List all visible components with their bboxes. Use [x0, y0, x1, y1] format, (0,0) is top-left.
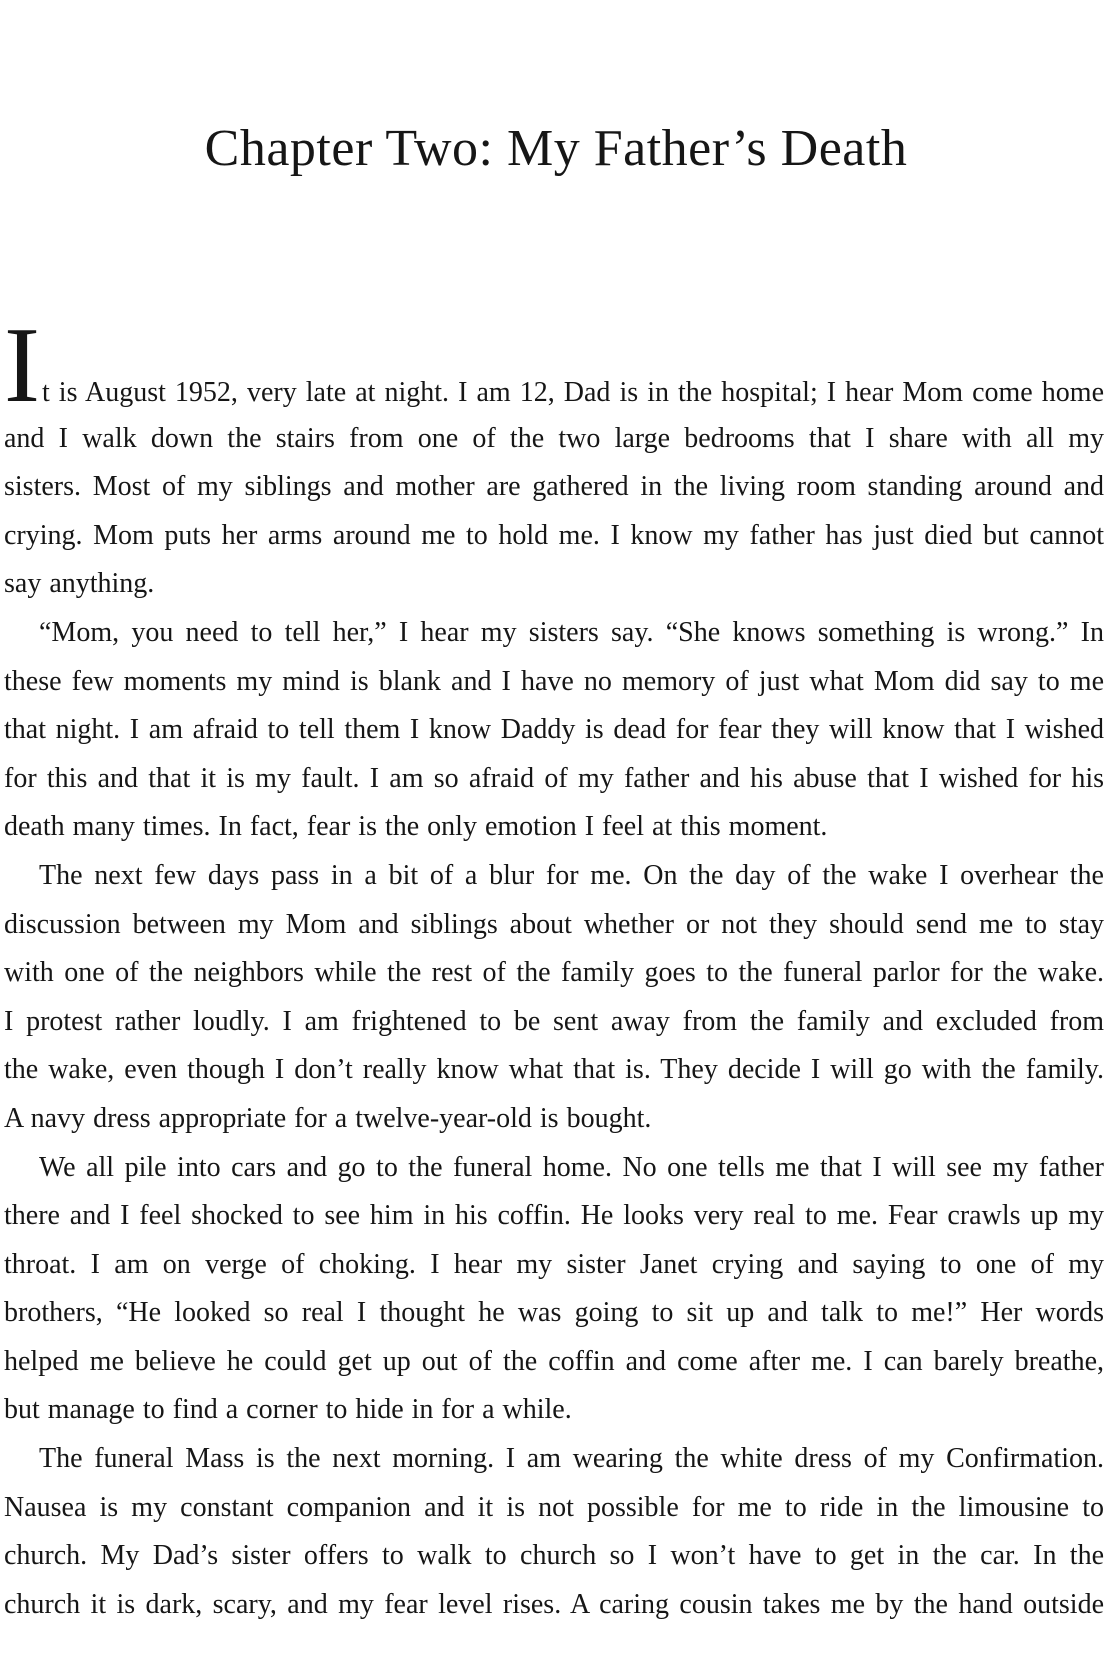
- body-line: “Mom, you need to tell her,” I hear my sisters say. “She knows something is wrong.” In: [39, 616, 1104, 648]
- body-line: We all pile into cars and go to the funeral home. No one tells me that I will see my father: [39, 1151, 1104, 1183]
- body-line: with one of the neighbors while the rest of the family goes to the funeral parlor for the wake.: [4, 957, 1104, 989]
- body-line: Nausea is my constant companion and it is not possible for me to ride in the limousine to: [4, 1491, 1104, 1523]
- body-line: helped me believe he could get up out of the coffin and come after me. I can barely breathe,: [4, 1345, 1104, 1377]
- paragraph: [4, 609, 1104, 852]
- body-text: [0, 306, 1112, 1629]
- body-line: that night. I am afraid to tell them I know Daddy is dead for fear they will know that I wished: [4, 714, 1104, 746]
- body-line: crying. Mom puts her arms around me to hold me. I know my father has just died but cannot: [4, 519, 1104, 551]
- body-line: sisters. Most of my siblings and mother are gathered in the living room standing around and: [4, 471, 1104, 503]
- body-line: church. My Dad’s sister offers to walk to church so I won’t have to get in the car. In the: [4, 1540, 1104, 1572]
- body-line: throat. I am on verge of choking. I hear my sister Janet crying and saying to one of my: [4, 1248, 1104, 1280]
- body-line: these few moments my mind is blank and I have no memory of just what Mom did say to me: [4, 665, 1104, 697]
- body-line: say anything.: [4, 568, 155, 600]
- body-line: for this and that it is my fault. I am so afraid of my father and his abuse that I wished for his: [4, 762, 1104, 794]
- drop-cap-initial: I: [4, 306, 42, 425]
- body-line: church it is dark, scary, and my fear level rises. A caring cousin takes me by the hand outside: [4, 1588, 1104, 1620]
- body-line: The next few days pass in a bit of a blur for me. On the day of the wake I overhear the: [39, 859, 1104, 891]
- paragraph: [4, 1435, 1104, 1629]
- body-line: discussion between my Mom and siblings about whether or not they should send me to stay: [4, 908, 1104, 940]
- body-line: death many times. In fact, fear is the only emotion I feel at this moment.: [4, 811, 828, 843]
- chapter-title: Chapter Two: My Father’s Death: [204, 120, 908, 177]
- body-line: The funeral Mass is the next morning. I am wearing the white dress of my Confirmation.: [39, 1443, 1104, 1475]
- paragraph: [4, 852, 1104, 1144]
- body-line: there and I feel shocked to see him in his coffin. He looks very real to me. Fear crawls up my: [4, 1200, 1104, 1232]
- body-line: It is August 1952, very late at night. I am 12, Dad is in the hospital; I hear Mom come home: [4, 306, 1104, 425]
- body-line: the wake, even though I don’t really know what that is. They decide I will go with the family.: [4, 1054, 1104, 1086]
- paragraph: [4, 306, 1104, 609]
- body-line: and I walk down the stairs from one of the two large bedrooms that I share with all my: [4, 422, 1104, 454]
- body-line: but manage to find a corner to hide in for a while.: [4, 1394, 572, 1426]
- paragraph: [4, 1144, 1104, 1436]
- body-line: A navy dress appropriate for a twelve-year-old is bought.: [4, 1102, 652, 1134]
- body-line: brothers, “He looked so real I thought he was going to sit up and talk to me!” Her words: [4, 1297, 1104, 1329]
- body-line: I protest rather loudly. I am frightened to be sent away from the family and excluded from: [4, 1005, 1104, 1037]
